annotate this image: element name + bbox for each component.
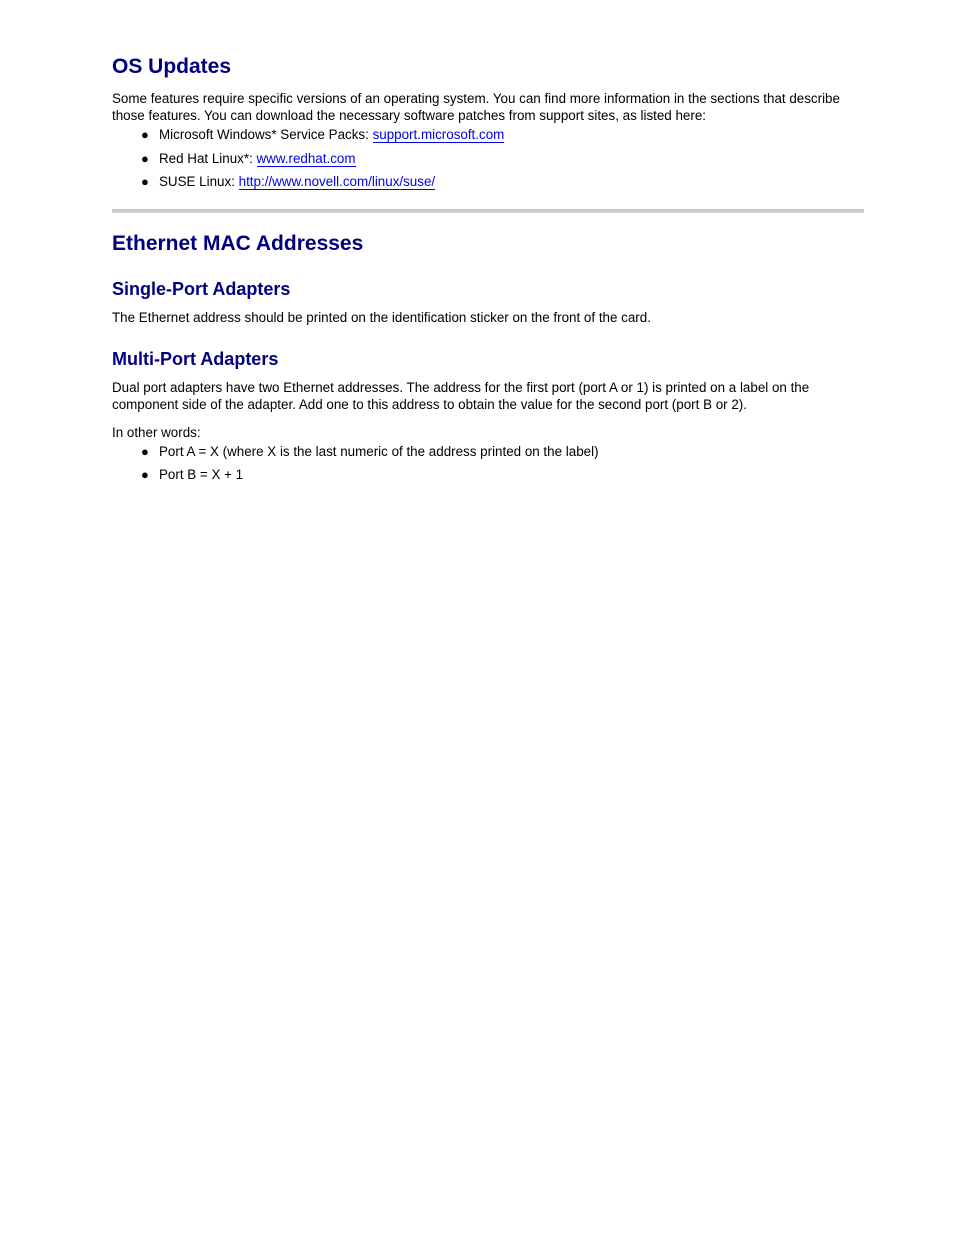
single-port-heading: Single-Port Adapters xyxy=(112,279,291,299)
bullet-icon: ● xyxy=(141,174,149,189)
bullet-icon: ● xyxy=(141,127,149,142)
bullet-icon: ● xyxy=(141,467,149,482)
port-a-text: Port A = X (where X is the last numeric of the address printed on the label) xyxy=(159,444,599,459)
multi-port-text: Dual port adapters have two Ethernet addresses. The address for the first port (port A or 1) is printed on a label on the component side of the adapter. Add one to this address to obtain the value for the second port (port B or 2). xyxy=(112,380,810,412)
redhat-link[interactable]: www.redhat.com xyxy=(256,151,356,166)
bullet-icon: ● xyxy=(141,151,149,166)
bullet-icon: ● xyxy=(141,444,149,459)
port-b-text: Port B = X + 1 xyxy=(159,467,244,482)
list-item-label: Red Hat Linux*: xyxy=(159,151,257,166)
microsoft-link[interactable]: support.microsoft.com xyxy=(372,127,505,142)
os-updates-intro: Some features require specific versions of an operating system. You can find more information in the sections that describe those features. You can download the necessary software patches from support sites, as listed here: xyxy=(112,91,840,123)
novell-link[interactable]: http://www.novell.com/linux/suse/ xyxy=(238,174,436,189)
list-item-label: Microsoft Windows* Service Packs: xyxy=(159,127,373,142)
mac-addresses-heading: Ethernet MAC Addresses xyxy=(112,232,364,255)
os-updates-heading: OS Updates xyxy=(112,55,232,78)
list-item-label: SUSE Linux: xyxy=(159,174,239,189)
other-words-text: In other words: xyxy=(112,425,201,440)
multi-port-heading: Multi-Port Adapters xyxy=(112,349,279,369)
section-divider xyxy=(112,209,864,213)
single-port-text: The Ethernet address should be printed on the identification sticker on the front of the card. xyxy=(112,310,651,325)
